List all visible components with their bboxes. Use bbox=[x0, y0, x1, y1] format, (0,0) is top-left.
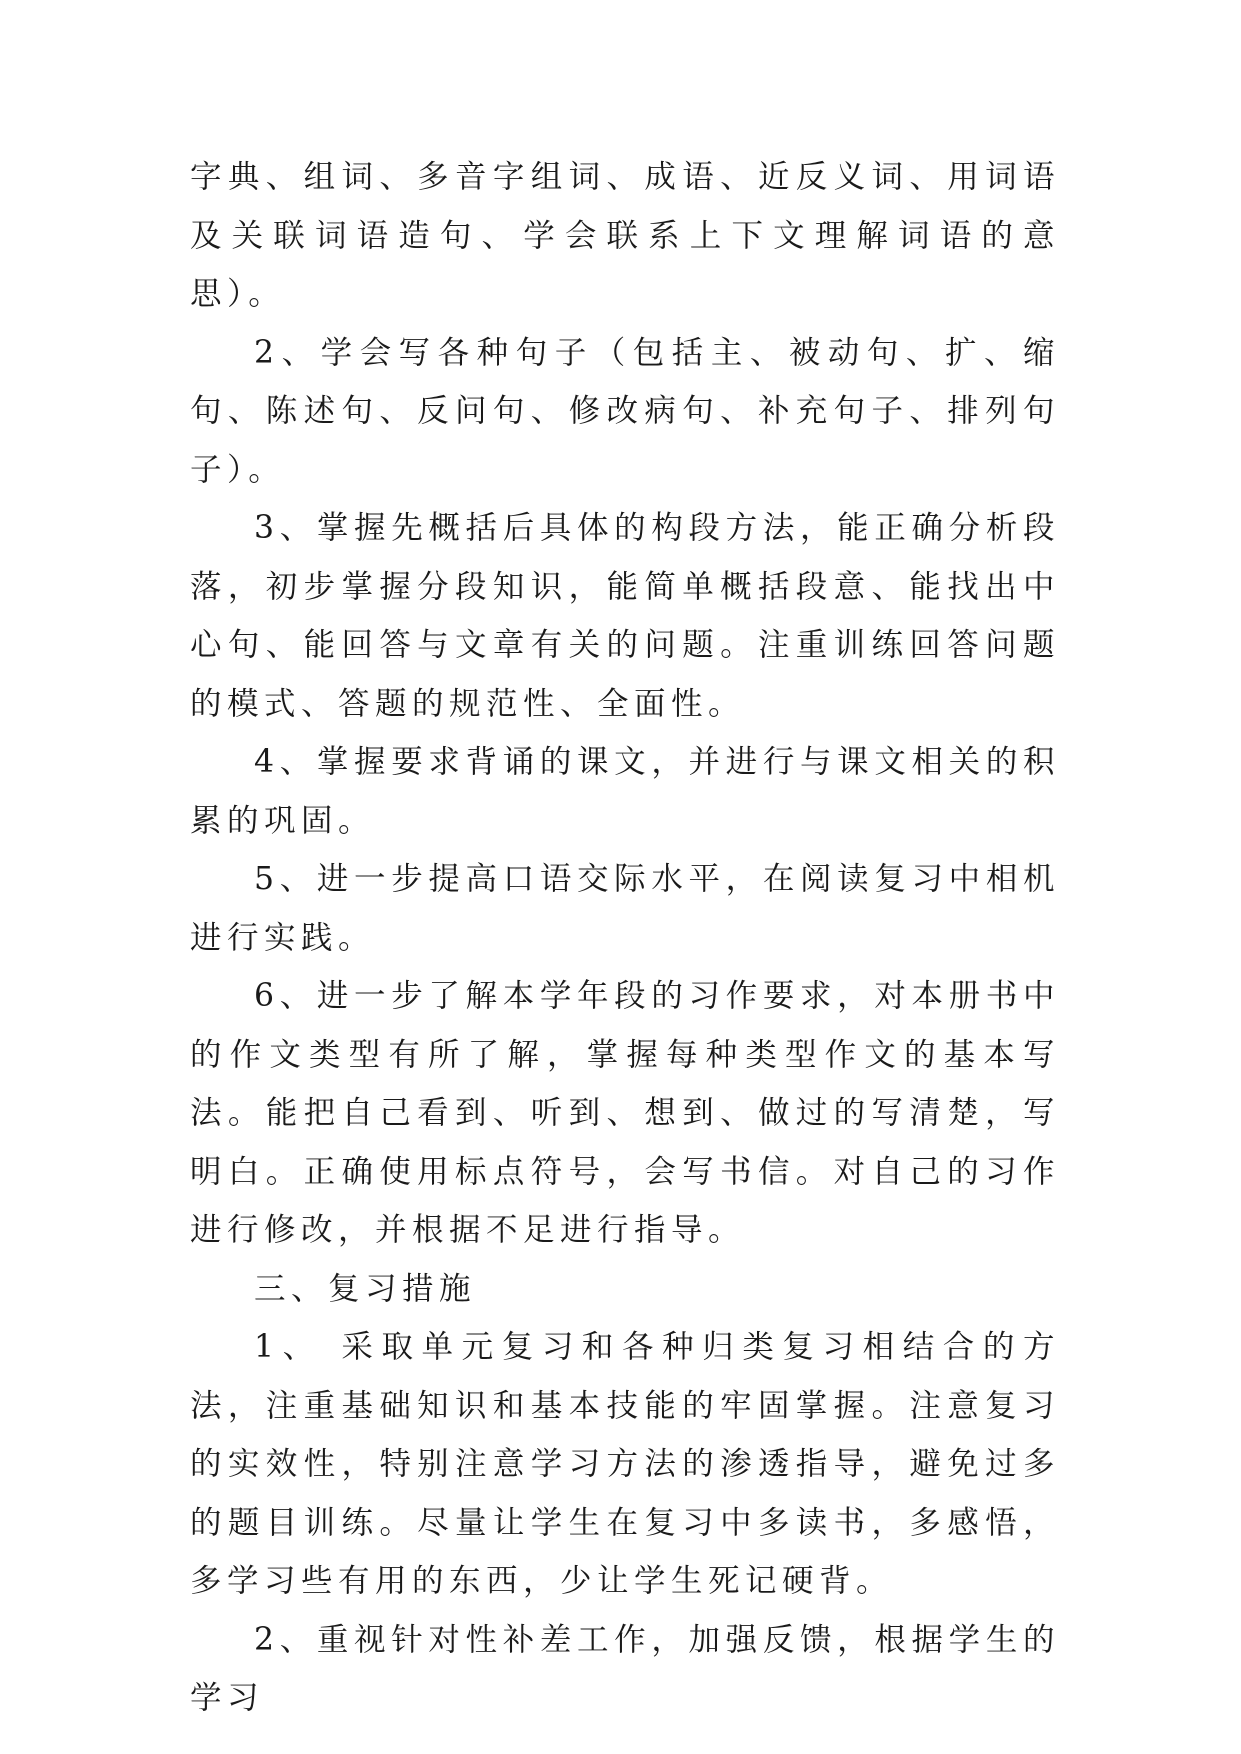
paragraph-measure-2: 2、重视针对性补差工作，加强反馈，根据学生的学习 bbox=[190, 1621, 1060, 1716]
paragraph-item-6: 6、进一步了解本学年段的习作要求，对本册书中的作文类型有所了解，掌握每种类型作文的基本写法。能把自己看到、听到、想到、做过的写清楚，写明白。正确使用标点符号，会写书信。对自己的习作进行修改，并根据不足进行指导。 bbox=[190, 978, 1060, 1248]
document-page bbox=[190, 148, 1060, 1728]
paragraph-item-2: 2、学会写各种句子（包括主、被动句、扩、缩句、陈述句、反问句、修改病句、补充句子、排列句子）。 bbox=[190, 334, 1060, 488]
paragraph-item-5: 5、进一步提高口语交际水平，在阅读复习中相机进行实践。 bbox=[190, 861, 1060, 956]
paragraph-item-3: 3、掌握先概括后具体的构段方法，能正确分析段落，初步掌握分段知识，能简单概括段意、能找出中心句、能回答与文章有关的问题。注重训练回答问题的模式、答题的规范性、全面性。 bbox=[190, 510, 1060, 722]
paragraph-measure-1: 1、 采取单元复习和各种归类复习相结合的方法，注重基础知识和基本技能的牢固掌握。注意复习的实效性，特别注意学习方法的渗透指导，避免过多的题目训练。尽量让学生在复习中多读书，多感悟，多学习些有用的东西，少让学生死记硬背。 bbox=[190, 1329, 1060, 1599]
paragraph-item-4: 4、掌握要求背诵的课文，并进行与课文相关的积累的巩固。 bbox=[190, 744, 1060, 839]
paragraph-continuation: 字典、组词、多音字组词、成语、近反义词、用词语及关联词语造句、学会联系上下文理解词语的意思）。 bbox=[190, 159, 1060, 312]
section-heading: 三、复习措施 bbox=[254, 1270, 477, 1307]
